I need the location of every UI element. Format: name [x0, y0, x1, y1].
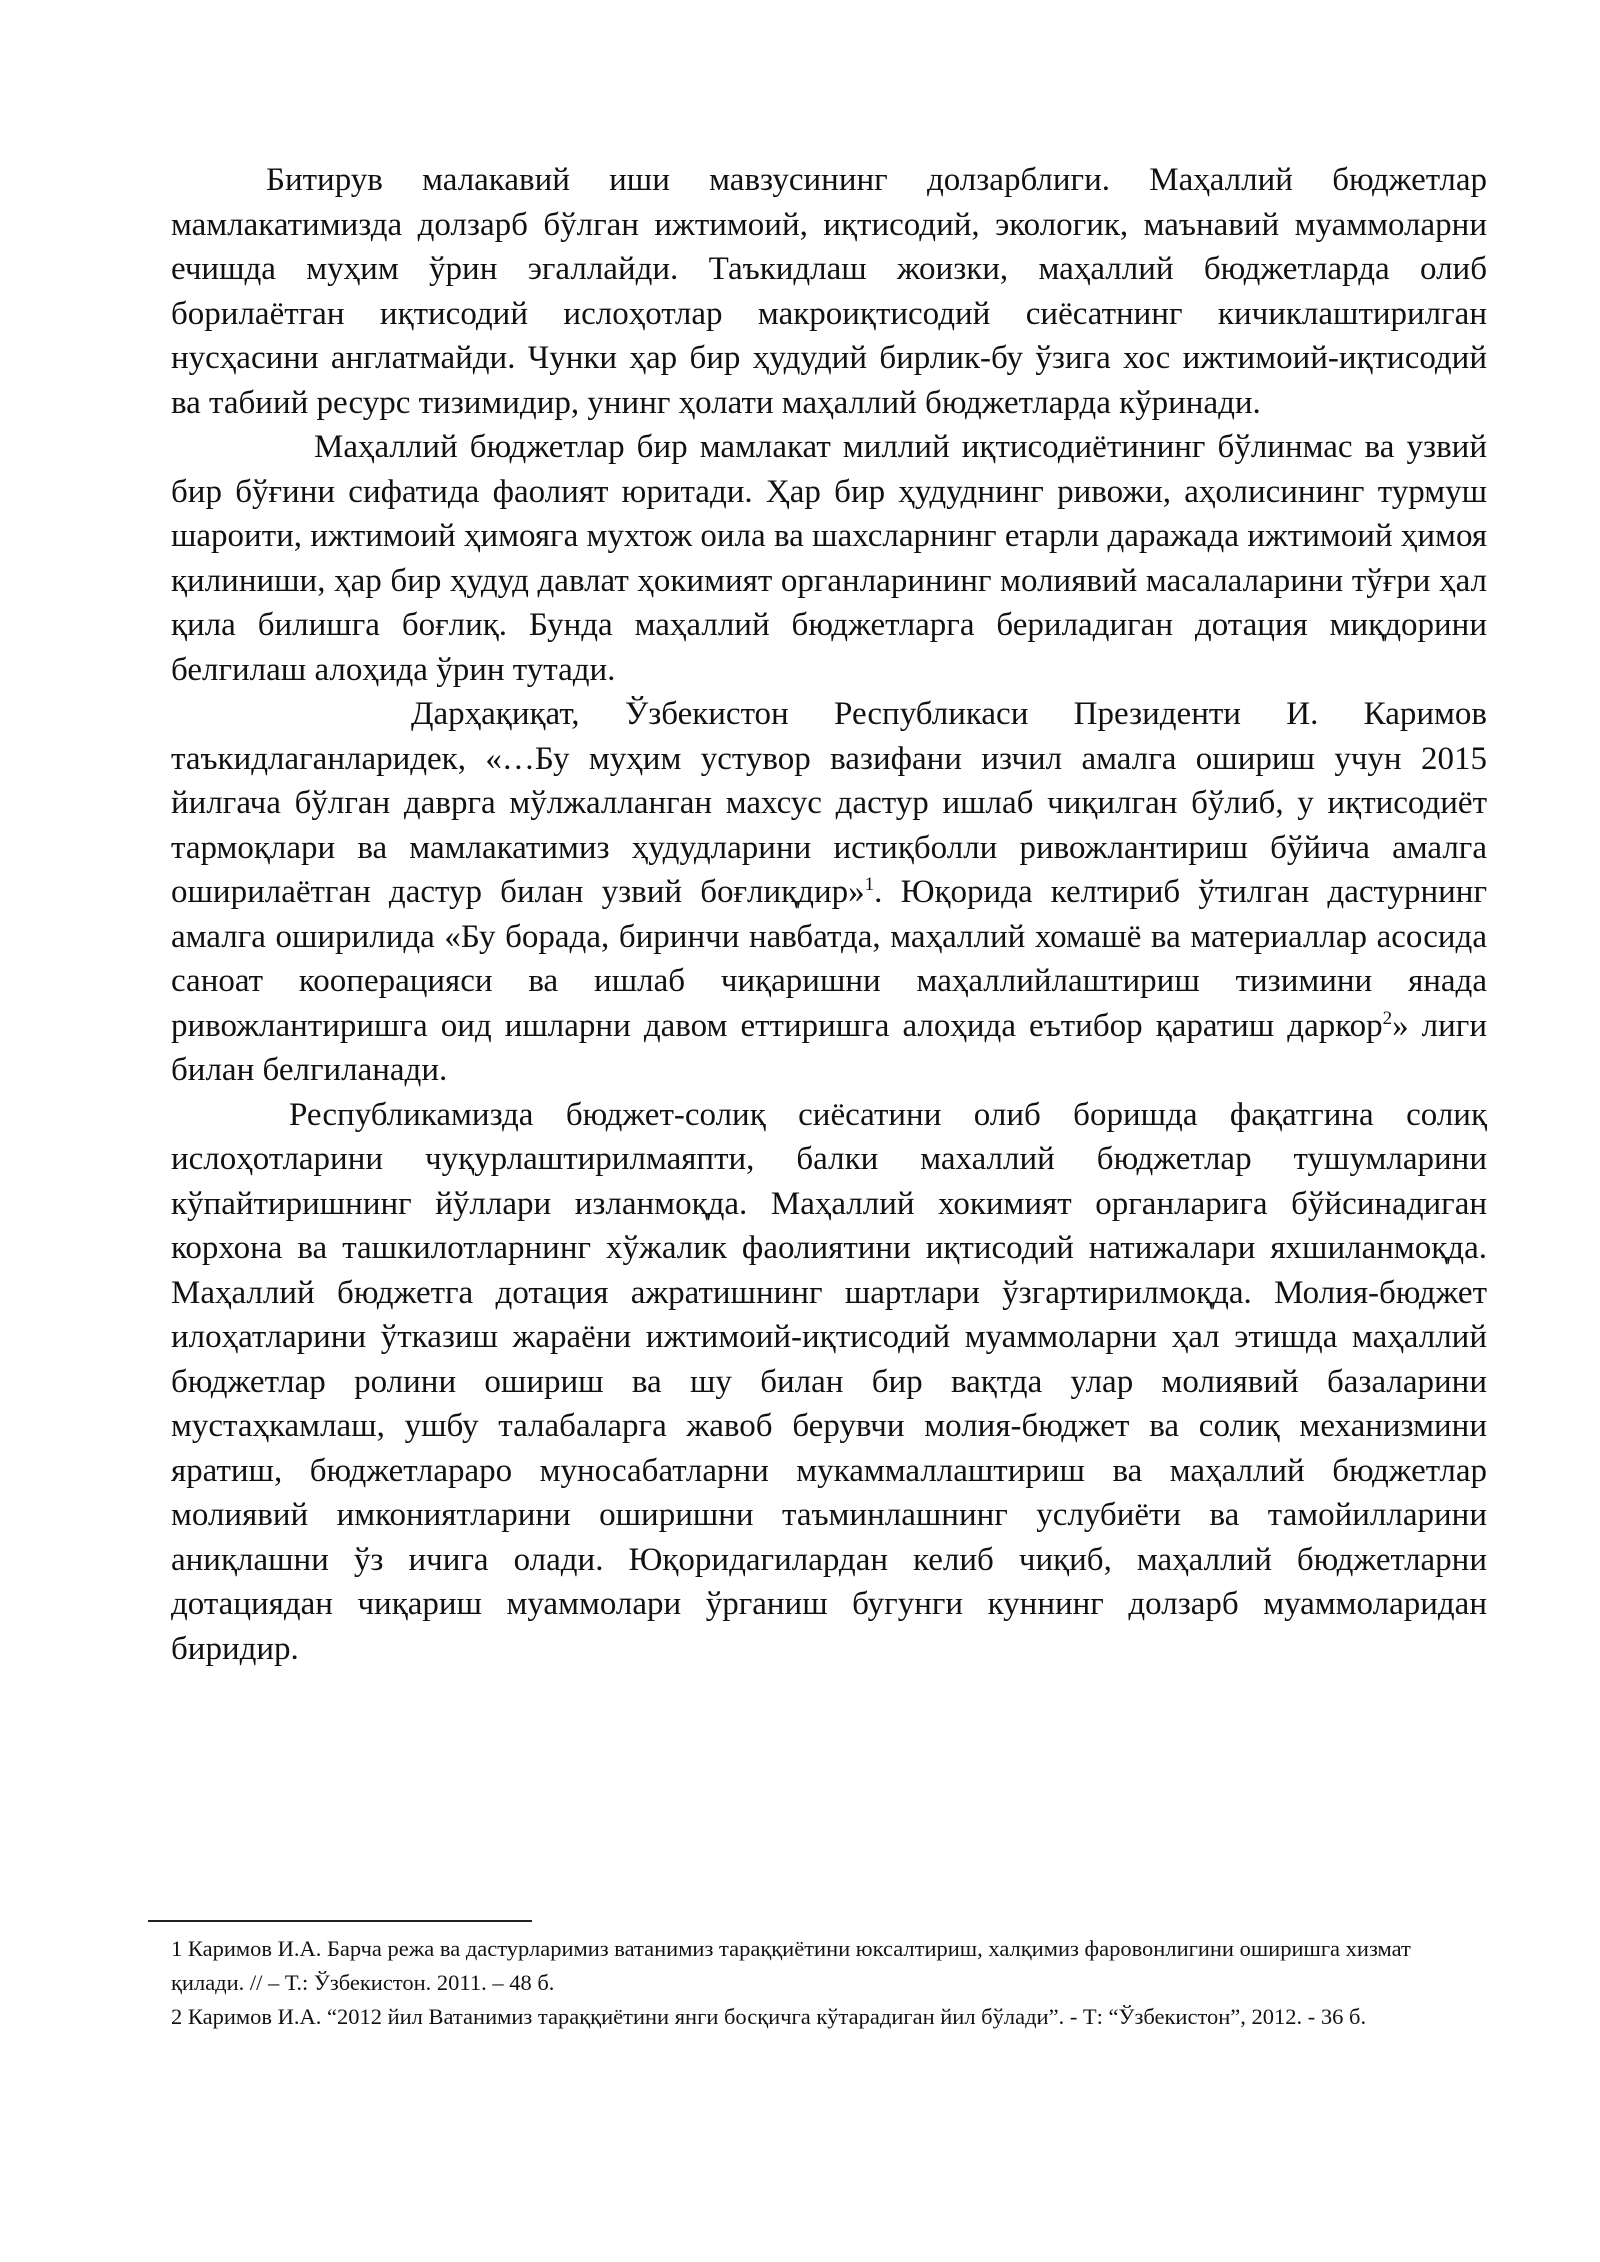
footnote-1: 1 Каримов И.А. Барча режа ва дастурларимиз ватанимиз тараққиётини юксалтириш, халқимиз фаровонлигини оширишга хизмат қилади. // – Т.: Ўзбекистон. 2011. – 48 б. — [171, 1936, 1411, 1995]
footnote-2: 2 Каримов И.А. “2012 йил Ватанимиз тараққиётини янги босқичга кўтарадиган йил бўлади”. - Т: “Ўзбекистон”, 2012. - 36 б. — [171, 2004, 1367, 2029]
paragraph-local-budgets-role: Маҳаллий бюджетлар бир мамлакат миллий иқтисодиётининг бўлинмас ва узвий бир бўғини сифатида фаолият юритади. Ҳар бир ҳудуднинг ривожи, аҳолисининг турмуш шароити, ижтимоий ҳимояга мухтож оила ва шахсларнинг етарли даражада ижтимоий ҳимоя қилиниши, ҳар бир ҳудуд давлат ҳокимият органларининг молиявий масалаларини тўғри ҳал қила билишга боғлиқ. Бунда маҳаллий бюджетларга бериладиган дотация миқдорини белгилаш алоҳида ўрин тутади. — [171, 429, 1487, 688]
quote-text-part-1: Дарҳақиқат, Ўзбекистон Республикаси Президенти И. Каримов таъкидлаганларидек, «…Бу муҳим устувор вазифани изчил амалга ошириш учун 2015 йилгача бўлган даврга мўлжалланган махсус дастур ишлаб чиқилган бўлиб, у иқтисодиёт тармоқлари ва мамлакатимиз ҳудудларини истиқболли ривожлантириш бўйича амалга оширилаётган дастур билан узвий боғлиқдир» — [171, 696, 1487, 910]
quote-text-part-3: » лиги билан белгиланади. — [171, 1007, 1487, 1088]
paragraph-topic-relevance: Битирув малакавий иши мавзусининг долзарблиги. Маҳаллий бюджетлар мамлакатимизда долзарб бўлган ижтимоий, иқтисодий, экологик, маънавий муаммоларни ечишда муҳим ўрин эгаллайди. Таъкидлаш жоизки, маҳаллий бюджетларда олиб борилаётган иқтисодий ислоҳотлар макроиқтисодий сиёсатнинг кичиклаштирилган нусҳасини англатмайди. Чунки ҳар бир ҳудудий бирлик-бу ўзига хос ижтимоий-иқтисодий ва табиий ресурс тизимидир, унинг ҳолати маҳаллий бюджетларда кўринади. — [171, 162, 1487, 421]
document-body — [171, 158, 1487, 1671]
paragraph-president-quote — [171, 692, 1487, 1093]
paragraph-budget-tax-policy: Республикамизда бюджет-солиқ сиёсатини олиб боришда фақатгина солиқ ислоҳотларини чуқурлаштирилмаяпти, балки махаллий бюджетлар тушумларини кўпайтиришнинг йўллари изланмоқда. Маҳаллий хокимият органларига бўйсинадиган корхона ва ташкилотларнинг хўжалик фаолиятини иқтисодий натижалари яхшиланмоқда. Маҳаллий бюджетга дотация ажратишнинг шартлари ўзгартирилмоқда. Молия-бюджет илоҳатларини ўтказиш жараёни ижтимоий-иқтисодий муаммоларни ҳал этишда маҳаллий бюджетлар ролини ошириш ва шу билан бир вақтда улар молиявий базаларини мустаҳкамлаш, ушбу талабаларга жавоб берувчи молия-бюджет ва солиқ механизмини яратиш, бюджетлараро муносабатларни мукаммаллаштириш ва маҳаллий бюджетлар молиявий имкониятларини оширишни таъминлашнинг услубиёти ва тамойилларини аниқлашни ўз ичига олади. Юқоридагилардан келиб чиқиб, маҳаллий бюджетларни дотациядан чиқариш муаммолари ўрганиш бугунги куннинг долзарб муаммоларидан биридир. — [171, 1096, 1487, 1667]
footnote-ref-2[interactable]: 2 — [1382, 1007, 1393, 1029]
quote-text-part-2: . Юқорида келтириб ўтилган дастурнинг амалга оширилида «Бу борада, биринчи навбатда, маҳаллий хомашё ва материаллар асосида саноат кооперацияси ва ишлаб чиқаришни маҳаллийлаштириш тизимини янада ривожлантиришга оид ишларни давом еттиришга алоҳида еътибор қаратиш даркор — [171, 874, 1487, 1044]
footnote-separator — [148, 1920, 532, 1922]
footnotes-section — [171, 1932, 1487, 2034]
footnote-ref-1[interactable]: 1 — [864, 874, 875, 895]
